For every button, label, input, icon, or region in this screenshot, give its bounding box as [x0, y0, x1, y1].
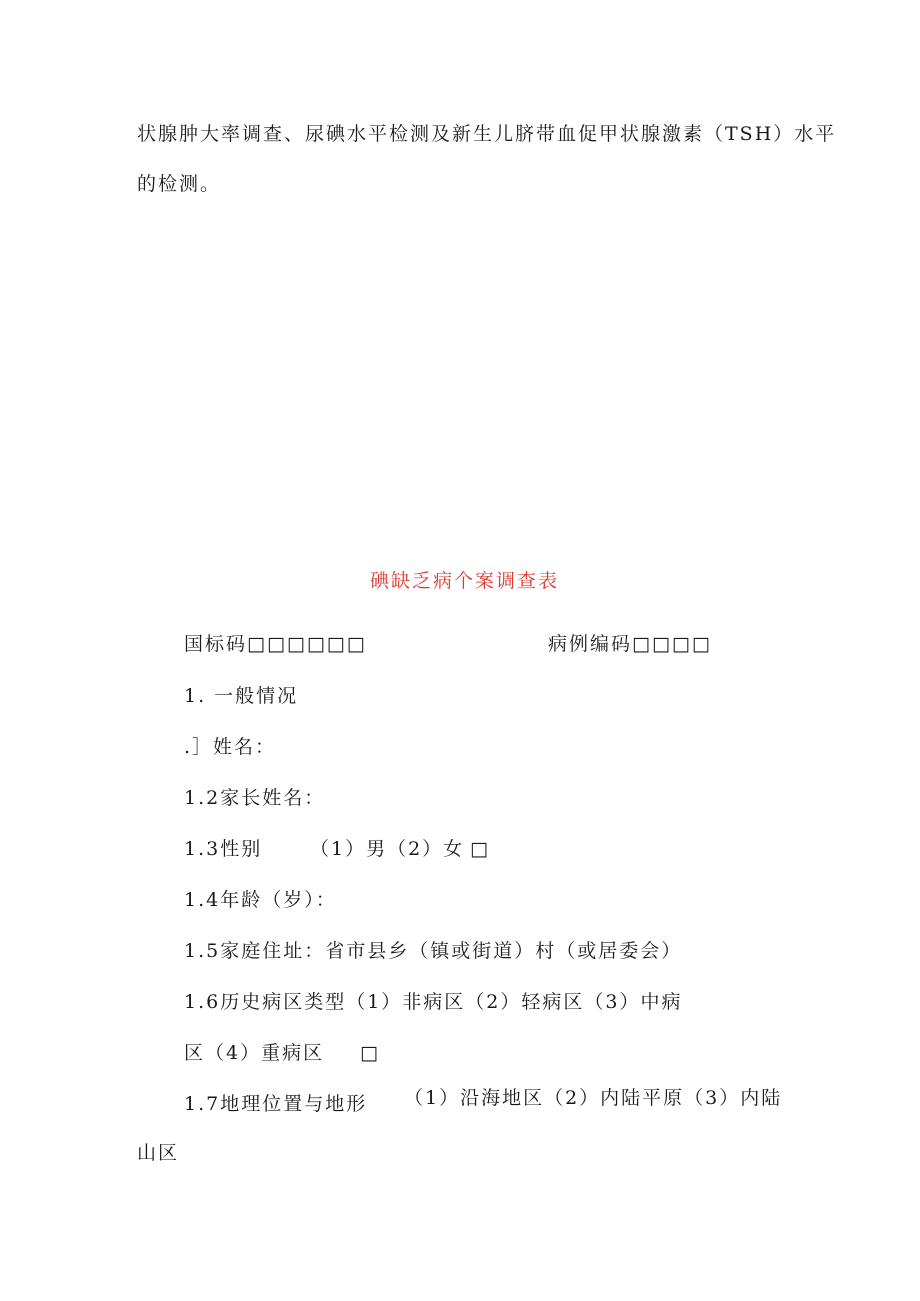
section-general-info: 1. 一般情况: [184, 685, 299, 707]
field-gender-checkbox: □: [470, 838, 490, 860]
case-code-field: 病例编码□□□□: [548, 633, 712, 655]
field-endemic-type-line-1: 1.6历史病区类型（1）非病区（2）轻病区（3）中病: [184, 991, 683, 1013]
field-home-address: 1.5家庭住址：省市县乡（镇或街道）村（或居委会）: [184, 940, 683, 962]
field-name: .］姓名：: [184, 736, 277, 758]
field-endemic-type-line-2: 区（4）重病区: [184, 1042, 325, 1064]
field-age: 1.4年龄（岁）：: [184, 889, 337, 911]
field-geography-line-2: 山区: [137, 1142, 180, 1164]
field-geography-label: 1.7地理位置与地形: [184, 1093, 368, 1115]
field-gender-options: （1）男（2）女: [310, 838, 465, 860]
field-gender-label: 1.3性别: [184, 838, 263, 860]
intro-paragraph-line-1: 状腺肿大率调查、尿碘水平检测及新生儿脐带血促甲状腺激素（TSH）水平: [137, 123, 837, 145]
form-title: 碘缺乏病个案调查表: [370, 570, 560, 592]
field-geography-options: （1）沿海地区（2）内陆平原（3）内陆: [404, 1087, 783, 1109]
field-endemic-type-checkbox: □: [360, 1042, 380, 1064]
field-parent-name: 1.2家长姓名：: [184, 787, 326, 809]
intro-paragraph-line-2: 的检测。: [137, 173, 222, 195]
gb-code-field: 国标码□□□□□□: [184, 633, 367, 655]
